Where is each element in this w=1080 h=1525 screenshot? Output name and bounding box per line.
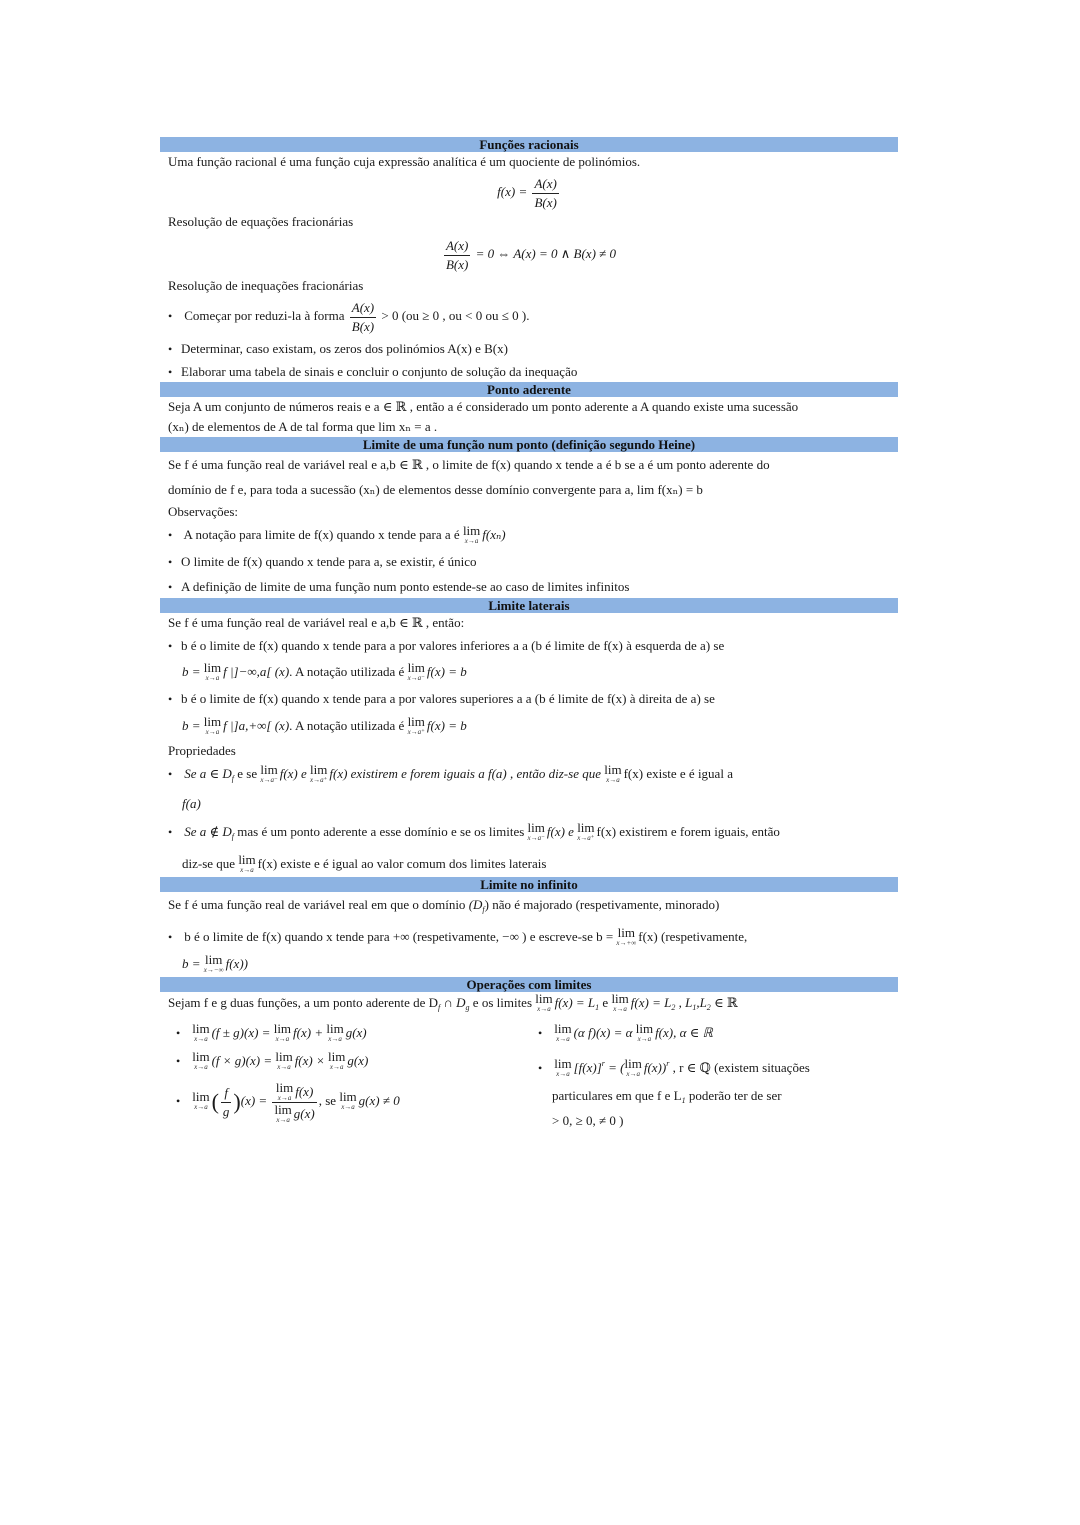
lim-operator: lim x→a⁻ [260, 762, 278, 784]
lim-operator: lim x→a⁻ [407, 660, 425, 682]
formula: f(x) = b [426, 664, 467, 679]
property-2: • Se a ∉ $D_f$ mas é um ponto aderente a esse domínio e se os limites lim x→a⁻ f(x) e lim x→a⁺ f(x) existirem e forem iguais, então [160, 818, 898, 851]
numerator: A(x) [532, 175, 558, 194]
obs-unique: • O limite de f(x) quando x tende para a, se existir, é único [160, 548, 898, 576]
right-limit-formula [160, 713, 898, 739]
equations-subtitle: Resolução de equações fracionárias [168, 214, 354, 229]
text: f(x) existirem e forem iguais, então [596, 824, 780, 839]
property-1-continuation: f(a) [182, 796, 201, 811]
formula-lhs: f(x) = [497, 184, 528, 199]
text: b = [182, 956, 201, 971]
lim-operator: lim x→a⁻ [527, 820, 545, 842]
denominator: B(x) [351, 318, 375, 334]
operations-left-column [160, 1019, 530, 1130]
fraction [444, 237, 470, 274]
heine-line-1: Se f é uma função real de variável real e a,b ∈ ℝ , o limite de f(x) quando x tende a é b se a é um ponto aderente do [168, 457, 770, 472]
numerator: A(x) [350, 299, 376, 318]
rational-definition-formula [160, 172, 898, 212]
text: f(x) (respetivamente, [638, 929, 748, 944]
adherent-line-2: (xₙ) de elementos de A de tal forma que lim xₙ = a . [168, 419, 438, 434]
text: Se f é uma função real de variável real em que o domínio [168, 897, 466, 912]
lim-operator: lim x→a [604, 762, 622, 784]
lim-operator: lim x→+∞ [616, 925, 637, 947]
observations-title: Observações: [168, 504, 239, 519]
text: f(x) e [546, 824, 574, 839]
equation-formula [160, 232, 898, 276]
text: Se a ∈ D [184, 766, 232, 781]
section-header-lateral-limits: Limite laterais [160, 598, 898, 613]
text: f(x) existe e é igual a [623, 766, 733, 781]
lim-operator: lim x→a [203, 660, 222, 682]
lim-operator: lim x→a [462, 523, 481, 545]
denominator: B(x) [534, 194, 557, 210]
inequations-subtitle: Resolução de inequações fracionárias [168, 278, 364, 293]
lim-operator: lim x→a [535, 991, 553, 1013]
properties-title: Propriedades [168, 743, 236, 758]
op-quotient: • lim x→a ( $\frac{f}{g}$ )(x) = lim x→a f(x) lim x→a g(x) , se lim x→a g(x) ≠ 0 [160, 1075, 530, 1127]
formula: b = [182, 718, 201, 733]
lim-operator: lim x→a [238, 852, 256, 874]
text: Se a ∉ D [184, 824, 232, 839]
operations-intro: Sejam f e g duas funções, a um ponto aderente de $D_f$ ∩ $D_g$ e os limites lim x→a $f(x) = L_1$ e lim x→a $f(x) = L_2$ , $L_1,L_2$ ∈ ℝ [168, 991, 738, 1013]
adherent-line-1: Seja A um conjunto de números reais e a ∈ ℝ , então a é considerado um ponto aderente a A quando existe uma sucessão [168, 399, 799, 414]
obs-infinite: • A definição de limite de uma função num ponto estende-se ao caso de limites infinitos [160, 576, 898, 598]
lim-operator: lim x→−∞ [203, 952, 224, 974]
text: diz-se que [182, 856, 236, 871]
bullet-text: Começar por reduzi-la à forma [184, 308, 345, 323]
infinity-intro: Se f é uma função real de variável real em que o domínio $(D_f)$ não é majorado (respetivamente, minorado) [168, 897, 720, 914]
text: f(x) existirem e forem iguais a f(a) , então diz-se que [329, 766, 601, 781]
formula: f |]a,+∞[ (x) [223, 718, 290, 733]
op-scalar: • lim x→a (α f)(x) = α lim x→a f(x), α ∈ ℝ [530, 1019, 898, 1047]
formula: f(x) = b [426, 718, 467, 733]
formula: f |]−∞,a[ (x) [223, 664, 290, 679]
equation-rhs: = 0 ⇔ A(x) = 0 ∧ B(x) ≠ 0 [475, 246, 617, 261]
property-1: • Se a ∈ $D_f$ e se lim x→a⁻ f(x) e lim x→a⁺ f(x) existirem e forem iguais a f(a) , então diz-se que lim x→a f(x) existe e é igual a [160, 763, 898, 790]
rational-intro: Uma função racional é uma função cuja expressão analítica é um quociente de polinómios. [168, 154, 641, 169]
heine-line-2: domínio de f e, para toda a sucessão (xₙ) de elementos desse domínio convergente para a, lim f(xₙ) = b [168, 482, 703, 497]
lim-operator: lim x→a⁺ [407, 714, 425, 736]
bullet-text: > 0 (ou ≥ 0 , ou < 0 ou ≤ 0 ). [381, 308, 530, 323]
infinity-bullet [160, 923, 898, 951]
bullet-sign-table: • Elaborar uma tabela de sinais e concluir o conjunto de solução da inequação [160, 362, 898, 382]
property-2-continuation [160, 851, 898, 877]
document-page [160, 137, 898, 1130]
left-limit-formula [160, 659, 898, 685]
lim-operator: lim x→a [203, 714, 222, 736]
left-limit-bullet: • b é o limite de f(x) quando x tende para a por valores inferiores a a (b é limite de f(x) à esquerda de a) se [160, 633, 898, 659]
operations-columns [160, 1019, 898, 1130]
obs-notation [160, 522, 898, 548]
bullet-reduce-form [160, 296, 898, 336]
text: Sejam f e g duas funções, a um ponto aderente de D [168, 995, 439, 1010]
bullet-text: A notação para limite de f(x) quando x tende para a é [183, 527, 460, 542]
op-product: • lim x→a (f × g)(x) = lim x→a f(x) × lim x→a g(x) [160, 1047, 530, 1075]
lateral-intro: Se f é uma função real de variável real e a,b ∈ ℝ , então: [168, 615, 465, 630]
bullet-zeros: • Determinar, caso existam, os zeros dos polinómios A(x) e B(x) [160, 336, 898, 362]
text: f(x)) [225, 956, 248, 971]
formula: b = [182, 664, 201, 679]
section-header-rational-functions: Funções racionais [160, 137, 898, 152]
fraction: lim x→a f(x) lim x→a g(x) [274, 1079, 315, 1124]
text: . A notação utilizada é [289, 718, 405, 733]
fraction [350, 299, 376, 336]
lim-operator: lim x→a [611, 991, 629, 1013]
op-power: • lim x→a $[f(x)]^r$ = ( lim x→a f(x))$^r$ , r ∈ ℚ (existem situações [530, 1047, 898, 1085]
denominator: B(x) [445, 256, 469, 272]
section-header-limit-at-infinity: Limite no infinito [160, 877, 898, 892]
text: b é o limite de f(x) quando x tende para +∞ (respetivamente, −∞ ) e escreve-se b = [184, 929, 614, 944]
section-header-adherent-point: Ponto aderente [160, 382, 898, 397]
right-limit-bullet: • b é o limite de f(x) quando x tende para a por valores superiores a a (b é limite de f(x) à direita de a) se [160, 685, 898, 713]
infinity-continuation [160, 951, 898, 977]
text: e se [234, 766, 258, 781]
text: f(x) existe e é igual ao valor comum dos limites laterais [257, 856, 547, 871]
text: (D [468, 897, 483, 912]
op-power-note-2: > 0, ≥ 0, ≠ 0 ) [552, 1113, 624, 1128]
formula: f(xₙ) [482, 527, 506, 542]
operations-right-column [530, 1019, 898, 1130]
numerator: A(x) [444, 237, 470, 256]
text: mas é um ponto aderente a esse domínio e se os limites [234, 824, 525, 839]
op-sum: • lim x→a (f ± g)(x) = lim x→a f(x) + lim x→a g(x) [160, 1019, 530, 1047]
lim-operator: lim x→a⁺ [577, 820, 595, 842]
section-header-limit-operations: Operações com limites [160, 977, 898, 992]
fraction [532, 175, 558, 212]
section-header-heine-limit: Limite de uma função num ponto (definição segundo Heine) [160, 437, 898, 452]
text: f(x) e [279, 766, 307, 781]
op-power-note-1: particulares em que f e $L_1$ poderão ter de ser [552, 1088, 782, 1105]
text: . A notação utilizada é [289, 664, 405, 679]
text: ) não é majorado (respetivamente, minorado) [484, 897, 720, 912]
lim-operator: lim x→a⁺ [310, 762, 328, 784]
